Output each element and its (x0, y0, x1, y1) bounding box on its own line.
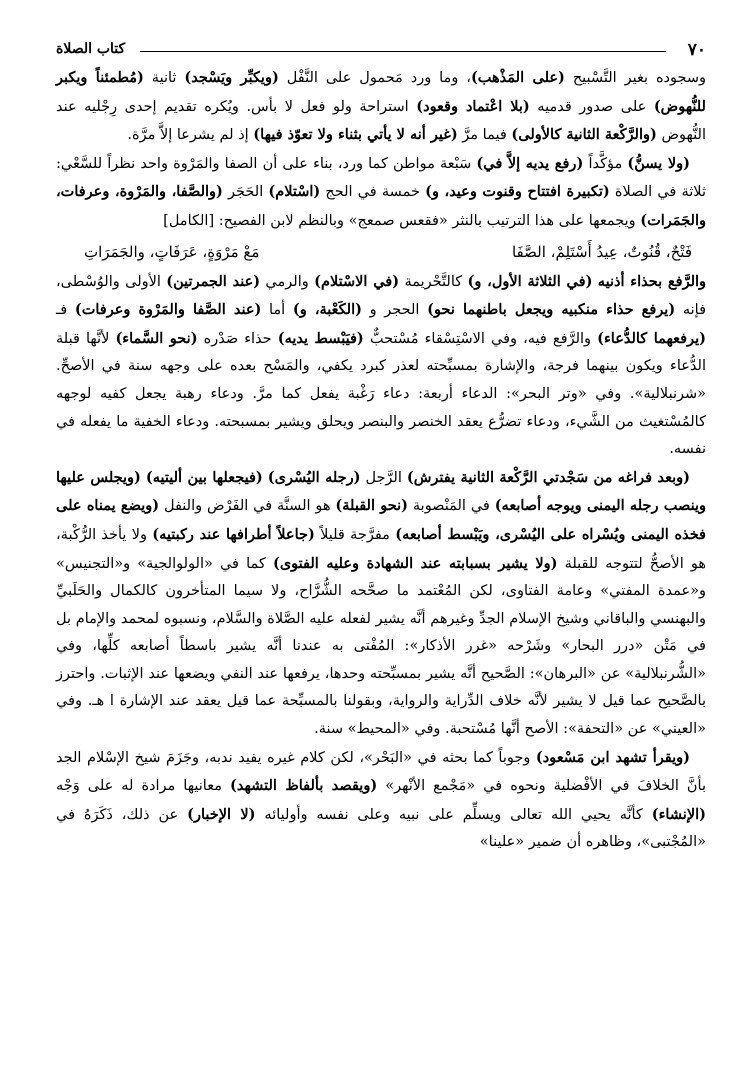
bold-matn-text: (وبعد فراغه من سَجْدتي الرَّكْعة الثانية يفترش) (406, 468, 690, 486)
commentary-text: ولا يأخذ الرُّكْبة، هو الأصحُّ لتتوجه للقبلة (56, 526, 707, 572)
header-rule (140, 51, 666, 52)
bold-matn-text: (يرفعهما كالدُّعاء) (597, 329, 707, 347)
commentary-text: خمسة في الحج (320, 184, 426, 201)
bold-matn-text: (بلا اعْتماد وقعود) (416, 97, 530, 115)
bold-matn-text: (يرفع حذاء منكبيه ويجعل باطنهما نحو) (427, 301, 676, 319)
commentary-text: عن ذلك، ذَكَرَهُ في «المُجْتبى»، وظاهره أن ضمير «علينا» (56, 806, 706, 851)
paragraph (56, 464, 706, 744)
commentary-text: كما في «الولوالجية» و«التجنيس» و«عمدة المفتي» وعامة الفتاوى، لكن المُعْتمد ما صحَّحه الشُّرَّاح، ولا سيما المتأخرون كالكمال والحَلَبيِّ والبهنسي والباقاني وشيخ الإسلام الجدِّ وغيرهم أنَّه يشير لفعله عليه الصَّلاة والسَّلام، ونسبوه لمحمد والإمام بل في مَتْن «درر البحار» وشَرْحه «غرر الأذكار»: المُفْتى به عندنا أنَّه يشير باسطاً أصابعه كلِّها، وفي «الشُّرنبلالية» عن «البرهان»: الصَّحيح أنَّه يشير بمسبِّحته وحدها، يرفعها عند النفي ويضعها عند الإثبات. واحترز بالصَّحيح عما قيل لا يشير لأنَّه خلاف الدِّراية والرواية، وبقولنا بالمسبِّحة عما قيل يعقد عند الإشارة ا هـ. وفي «العيني» عن «التحفة»: الأصح أنَّها مُسْتحبة. وفي «المحيط» سنة. (56, 555, 706, 738)
bold-matn-text: (في الثلاثة الأول، و) (467, 272, 593, 290)
commentary-text: استراحة ولو فعل لا بأس. ويُكره تقديم إحدى رِجْليه عند النُّهوض (56, 98, 706, 144)
commentary-text: الأولى والوُسْطى، فإنه (56, 273, 706, 319)
commentary-text: لأنَّها قبلة الدُّعاء ويكون بينهما فرجة، والإشارة بمسبِّحته لعذر كبرد يكفي، والمَسْح بعده على وجهه سنة في الأصحِّ. «شرنبلالية». وفي «وتر البحر»: الدعاء أربعة: دعاء رَغْبة يفعل كما مرَّ. ودعاء رهبة يجعل كفيه لوجهه كالمُسْتغيث من الشَّيء، ودعاء تضرُّع يعقد الخنصر والبنصر ويحلق ويشير بمسبحته. ودعاء الخفية ما يفعله في نفسه. (56, 330, 706, 458)
verse-line (56, 236, 706, 268)
commentary-text: في المَنْصوبة (408, 498, 495, 515)
commentary-text: على صدور قدميه (529, 98, 654, 115)
bold-matn-text: (ولا يسنُّ) (627, 154, 690, 172)
bold-matn-text: (جاعلاً أطرافها عند ركبتيه) (152, 525, 315, 543)
body-text (56, 64, 706, 857)
bold-matn-text: (ويكبِّر ويَسْجد) (184, 69, 279, 86)
commentary-text: فيما مرَّ (457, 127, 512, 144)
bold-matn-text: (فيجعلها بين أليتيه) (145, 468, 263, 486)
bold-matn-text: (الكَعْبة، و) (292, 301, 362, 319)
book-page (56, 38, 706, 857)
bold-matn-text: (رجله اليُسْرى) (267, 468, 361, 486)
verse-hemistich-second: مَعْ مَرْوَةٍ، عَرَفَاتٍ، والجَمَرَاتِ (84, 242, 260, 261)
bold-matn-text: (الإنشاء) (651, 805, 706, 823)
commentary-text: ، وما ورد مَحمول على النَّفْل (278, 70, 471, 86)
commentary-text: ثانية (143, 70, 185, 86)
bold-matn-text: (عند الصَّفا والمَرْوة وعرفات) (74, 301, 262, 319)
commentary-text: معانيها مرادة له على وَجْه (56, 778, 230, 795)
bold-matn-text: (غير أنه لا يأتي بثناء ولا تعوّذ فيها) (253, 126, 458, 144)
commentary-text: كالتَّحْريمة (399, 273, 468, 290)
bold-matn-text: (مُطمئناً ويكبر للنُّهوض) (56, 69, 706, 115)
bold-matn-text: (على المَذْهب) (470, 69, 565, 86)
commentary-text: مفرَّجة قليلاً (314, 526, 396, 543)
paragraph (56, 744, 706, 857)
commentary-text: حذاء صَدْره (197, 330, 278, 347)
page-header (56, 38, 706, 64)
bold-matn-text: (اسْتلام) (268, 183, 321, 201)
bold-matn-text: والرَّفع بحذاء أذنيه (597, 272, 707, 290)
commentary-text: سَبْعة مواطن كما ورد، بناء على أن الصفا والمَرْوة واحد نظراً للسَّعْي: ثلاثة في الصلاة (56, 155, 706, 201)
bold-matn-text: (تكبيرة افتتاح وقنوت وعيد، و) (425, 183, 610, 201)
commentary-text: مؤكَّداً (583, 155, 628, 172)
commentary-text: إذ لم يشرعا إلاَّ مرَّة. (127, 127, 254, 144)
paragraph (56, 268, 706, 464)
page-number: ٧٠ (687, 40, 706, 60)
paragraphs-before-verse (56, 64, 706, 236)
bold-matn-text: (ويضع يمناه على فخذه اليمنى ويُسْراه على اليُسْرى، ويَبْسط أصابعه) (56, 497, 706, 543)
commentary-text: كأنَّه يحيي الله تعالى ويسلِّم على نبيه وعلى نفسه وأوليائه (255, 806, 652, 823)
verse-hemistich-first: فَتْحٌ، قُنُوتٌ، عِيدُ أَسْتَلِمْ، الصَّفَا (511, 242, 692, 261)
bold-matn-text: (لا الإخبار) (187, 805, 256, 823)
commentary-text: وسجوده بغير التَّسْبيح (564, 70, 706, 86)
commentary-text: فـ (56, 302, 75, 319)
paragraph (56, 150, 706, 236)
bold-matn-text: (ويجلس عليها وينصب رجله اليمنى ويوجه أصابعه) (56, 468, 706, 515)
commentary-text: أما (261, 302, 293, 319)
commentary-text: والرمي (260, 273, 315, 290)
bold-matn-text: (نحو السَّماء) (115, 329, 198, 347)
bold-matn-text: (في الاسْتلام) (314, 272, 400, 290)
bold-matn-text: (ويقرأ تشهد ابن مَسْعود) (535, 748, 690, 766)
bold-matn-text: (والرَّكْعة الثانية كالأولى) (511, 126, 657, 144)
running-title: كتاب الصلاة (56, 41, 126, 57)
bold-matn-text: (ولا يشير بسبابته عند الشهادة وعليه الفتوى) (272, 554, 558, 572)
commentary-text: ويجمعها على هذا الترتيب بالنثر «فقعس صمعج» وبالنظم لابن الفصيح: [الكامل] (163, 212, 641, 229)
paragraphs-after-verse (56, 268, 706, 857)
bold-matn-text: (فيَبْسط يديه) (277, 329, 364, 347)
bold-matn-text: (نحو القبلة) (335, 497, 409, 515)
bold-matn-text: (ويقصد بألفاظ التشهد) (229, 777, 378, 795)
paragraph (56, 64, 706, 150)
commentary-text: والرَّفع فيه، وفي الاسْتِسْقاء مُسْتحبٌّ (363, 330, 598, 347)
commentary-text: وجوباً كما بحثه في «البَحْر»، لكن كلام غيره يفيد ندبه، وجَزَمَ شيخ الإسْلام الجد بأنَّ الخلافَ في الأفْضلية ونحوه في «مَجْمع الأنْهر» (56, 749, 707, 795)
bold-matn-text: (عند الجمرتين) (166, 272, 261, 290)
bold-matn-text: (والصَّفا، والمَرْوة، وعرفات، والجَمَرات) (56, 183, 706, 229)
bold-matn-text: (رفع يديه إلاَّ في) (476, 154, 584, 172)
commentary-text: الرَّجل (360, 469, 407, 486)
commentary-text: هو السنَّة في الفَرْض والنفل (159, 498, 336, 515)
commentary-text: الحجر و (361, 302, 428, 319)
commentary-text: الحَجَر (222, 184, 269, 201)
